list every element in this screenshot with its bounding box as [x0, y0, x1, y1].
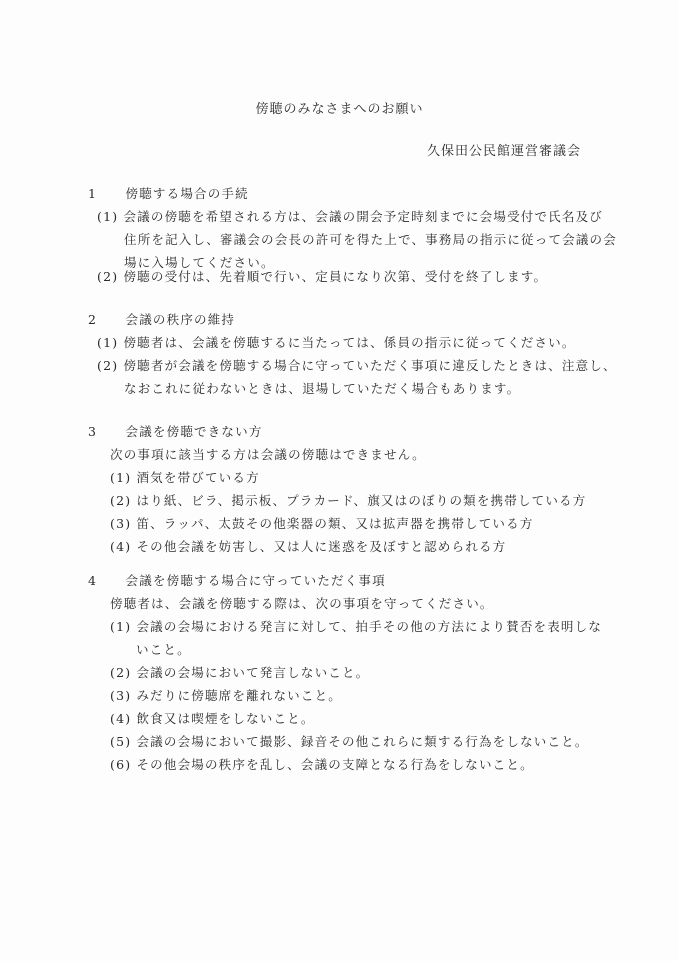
section-number: 1 [88, 186, 98, 201]
organization-name: 久保田公民館運営審議会 [426, 144, 581, 159]
section-3-line-1: 次の事項に該当する方は会議の傍聴はできません。 [110, 447, 426, 462]
section-4-heading [88, 571, 386, 589]
section-4-line-2: (1) 会議の会場における発言に対して、拍手その他の方法により賛否を表明しな [110, 619, 603, 634]
section-number: 4 [88, 573, 98, 588]
section-3-line-3: (2) はり紙、ビラ、掲示板、プラカード、旗又はのぼりの類を携帯している方 [110, 493, 587, 508]
section-heading-text: 会議の秩序の維持 [125, 312, 236, 327]
section-4-line-3: いこと。 [136, 642, 191, 657]
section-1-line-2: 住所を記入し、審議会の会長の許可を得た上で、事務局の指示に従って会議の会 [124, 232, 617, 247]
section-1-line-3: 場に入場してください。 [124, 255, 275, 270]
section-4-line-7: (5) 会議の会場において撮影、録音その他これらに類する行為をしないこと。 [110, 734, 589, 749]
section-2-line-1: (1) 傍聴者は、会議を傍聴するに当たっては、係員の指示に従ってください。 [97, 335, 576, 350]
section-4-line-1: 傍聴者は、会議を傍聴する際は、次の事項を守ってください。 [110, 596, 494, 611]
section-number: 3 [88, 424, 98, 439]
section-4-line-5: (3) みだりに傍聴席を離れないこと。 [110, 688, 342, 703]
section-2-heading [88, 310, 235, 328]
section-heading-text: 傍聴する場合の手続 [125, 186, 249, 201]
document-title: 傍聴のみなさまへのお願い [255, 102, 424, 117]
section-2-line-2: (2) 傍聴者が会議を傍聴する場合に守っていただく事項に違反したときは、注意し、 [97, 358, 617, 373]
section-4-line-6: (4) 飲食又は喫煙をしないこと。 [110, 711, 315, 726]
section-heading-text: 会議を傍聴できない方 [125, 424, 263, 439]
section-3-line-2: (1) 酒気を帯びている方 [110, 470, 260, 485]
section-number: 2 [88, 312, 98, 327]
section-4-line-4: (2) 会議の会場において発言しないこと。 [110, 665, 370, 680]
section-1-heading [88, 184, 249, 202]
section-1-line-1: (1) 会議の傍聴を希望される方は、会議の開会予定時刻までに会場受付で氏名及び [97, 209, 603, 224]
section-3-line-4: (3) 笛、ラッパ、太鼓その他楽器の類、又は拡声器を携帯している方 [110, 516, 534, 531]
section-1-line-4: (2) 傍聴の受付は、先着順で行い、定員になり次第、受付を終了します。 [97, 269, 548, 284]
section-heading-text: 会議を傍聴する場合に守っていただく事項 [125, 573, 386, 588]
section-4-line-8: (6) その他会場の秩序を乱し、会議の支障となる行為をしないこと。 [110, 757, 534, 772]
section-3-heading [88, 422, 263, 440]
section-3-line-5: (4) その他会議を妨害し、又は人に迷惑を及ぼすと認められる方 [110, 539, 507, 554]
section-2-line-3: なおこれに従わないときは、退場していただく場合もあります。 [124, 381, 521, 396]
